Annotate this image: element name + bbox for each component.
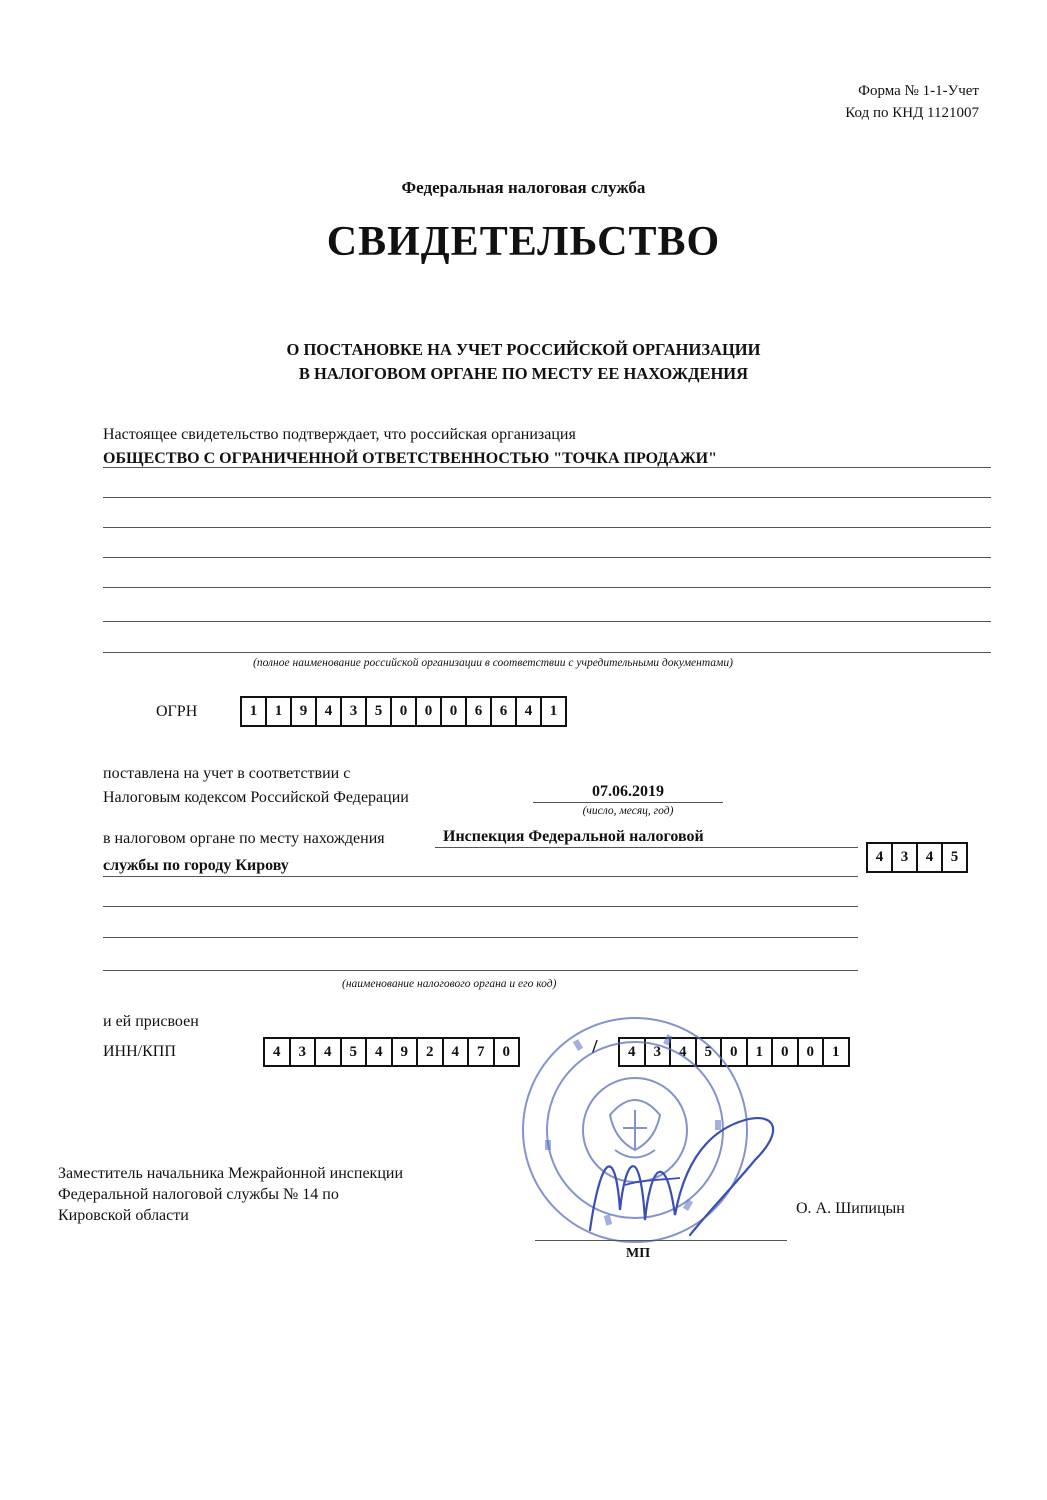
date-underline (533, 802, 723, 803)
tax-office-label: в налоговом органе по месту нахождения (103, 830, 385, 847)
kpp-digit: 1 (824, 1039, 850, 1065)
inn-digit: 2 (418, 1039, 444, 1065)
signatory-position (58, 1163, 403, 1226)
ogrn-digit: 6 (467, 698, 492, 725)
inn-digit: 7 (469, 1039, 495, 1065)
registration-line-2: Налоговым кодексом Российской Федерации (103, 789, 409, 806)
inn-digit: 4 (265, 1039, 291, 1065)
inn-digit: 4 (367, 1039, 393, 1065)
signature (570, 1100, 800, 1250)
tax-office-line-1 (435, 847, 858, 848)
inn-digit: 4 (444, 1039, 470, 1065)
kpp-digit: 5 (697, 1039, 723, 1065)
ogrn-digit: 9 (292, 698, 317, 725)
ogrn-digit: 6 (492, 698, 517, 725)
tax-office-line-5 (103, 970, 858, 971)
kpp-digit: 4 (620, 1039, 646, 1065)
date-hint: (число, месяц, год) (582, 805, 674, 817)
tax-office-code-digit: 4 (868, 844, 893, 871)
form-number: Форма № 1-1-Учет (858, 83, 979, 99)
registration-date: 07.06.2019 (592, 783, 664, 800)
ogrn-digit: 5 (367, 698, 392, 725)
ogrn-digit: 4 (517, 698, 542, 725)
ogrn-digit: 0 (392, 698, 417, 725)
tax-office-code-digit: 4 (918, 844, 943, 871)
inn-digit: 5 (342, 1039, 368, 1065)
ogrn-digit: 0 (417, 698, 442, 725)
subtitle-line-1: О ПОСТАНОВКЕ НА УЧЕТ РОССИЙСКОЙ ОРГАНИЗАЦИИ (286, 340, 761, 359)
inn-cells (263, 1037, 520, 1067)
ogrn-digit: 0 (442, 698, 467, 725)
tax-office-code-digit: 3 (893, 844, 918, 871)
ogrn-digit: 4 (317, 698, 342, 725)
kpp-digit: 1 (748, 1039, 774, 1065)
tax-office-name-part-2: службы по городу Кирову (103, 857, 289, 874)
org-name-line-5 (103, 587, 991, 588)
agency-name: Федеральная налоговая служба (401, 178, 646, 197)
ogrn-digit: 1 (542, 698, 567, 725)
org-name-line-7 (103, 652, 991, 653)
inn-digit: 0 (495, 1039, 521, 1065)
tax-office-line-4 (103, 937, 858, 938)
inn-digit: 9 (393, 1039, 419, 1065)
org-name-hint: (полное наименование российской организации в соответствии с учредительными документами) (253, 657, 733, 669)
signatory-position-line-3: Кировской области (58, 1207, 189, 1224)
tax-office-hint: (наименование налогового органа и его код) (342, 978, 557, 990)
intro-text: Настоящее свидетельство подтверждает, что российская организация (103, 426, 576, 443)
subtitle-line-2: В НАЛОГОВОМ ОРГАНЕ ПО МЕСТУ ЕЕ НАХОЖДЕНИЯ (298, 364, 749, 383)
inn-kpp-separator: / (592, 1036, 598, 1058)
inn-digit: 4 (316, 1039, 342, 1065)
ogrn-digit: 3 (342, 698, 367, 725)
org-name-line-2 (103, 497, 991, 498)
seal-label: МП (626, 1246, 651, 1261)
tax-office-line-2 (103, 876, 858, 877)
org-name-line-6 (103, 621, 991, 622)
document-title: СВИДЕТЕЛЬСТВО (326, 219, 721, 265)
kpp-digit: 3 (646, 1039, 672, 1065)
kpp-digit: 4 (671, 1039, 697, 1065)
signatory-position-line-1: Заместитель начальника Межрайонной инспекции (58, 1165, 403, 1182)
inn-digit: 3 (291, 1039, 317, 1065)
org-name-line-4 (103, 557, 991, 558)
org-name-line-1 (103, 467, 991, 468)
kpp-digit: 0 (773, 1039, 799, 1065)
org-name-line-3 (103, 527, 991, 528)
tax-office-name-part-1: Инспекция Федеральной налоговой (443, 828, 704, 845)
tax-office-code-digit: 5 (943, 844, 968, 871)
tax-office-line-3 (103, 906, 858, 907)
ogrn-digit: 1 (267, 698, 292, 725)
signatory-name: О. А. Шипицын (796, 1200, 905, 1217)
assigned-label: и ей присвоен (103, 1013, 199, 1030)
signatory-position-line-2: Федеральной налоговой службы № 14 по (58, 1186, 339, 1203)
registration-line-1: поставлена на учет в соответствии с (103, 765, 351, 782)
document-subtitle (0, 338, 1047, 386)
organization-name: ОБЩЕСТВО С ОГРАНИЧЕННОЙ ОТВЕТСТВЕННОСТЬЮ "ТОЧКА ПРОДАЖИ" (103, 450, 717, 467)
ogrn-digit: 1 (242, 698, 267, 725)
knd-code: Код по КНД 1121007 (845, 105, 979, 121)
form-meta (845, 80, 979, 124)
inn-kpp-label: ИНН/КПП (103, 1043, 176, 1060)
signature-line (535, 1240, 787, 1241)
kpp-digit: 0 (799, 1039, 825, 1065)
ogrn-label: ОГРН (156, 703, 198, 720)
kpp-digit: 0 (722, 1039, 748, 1065)
ogrn-cells (240, 696, 567, 727)
tax-office-code-cells (866, 842, 968, 873)
